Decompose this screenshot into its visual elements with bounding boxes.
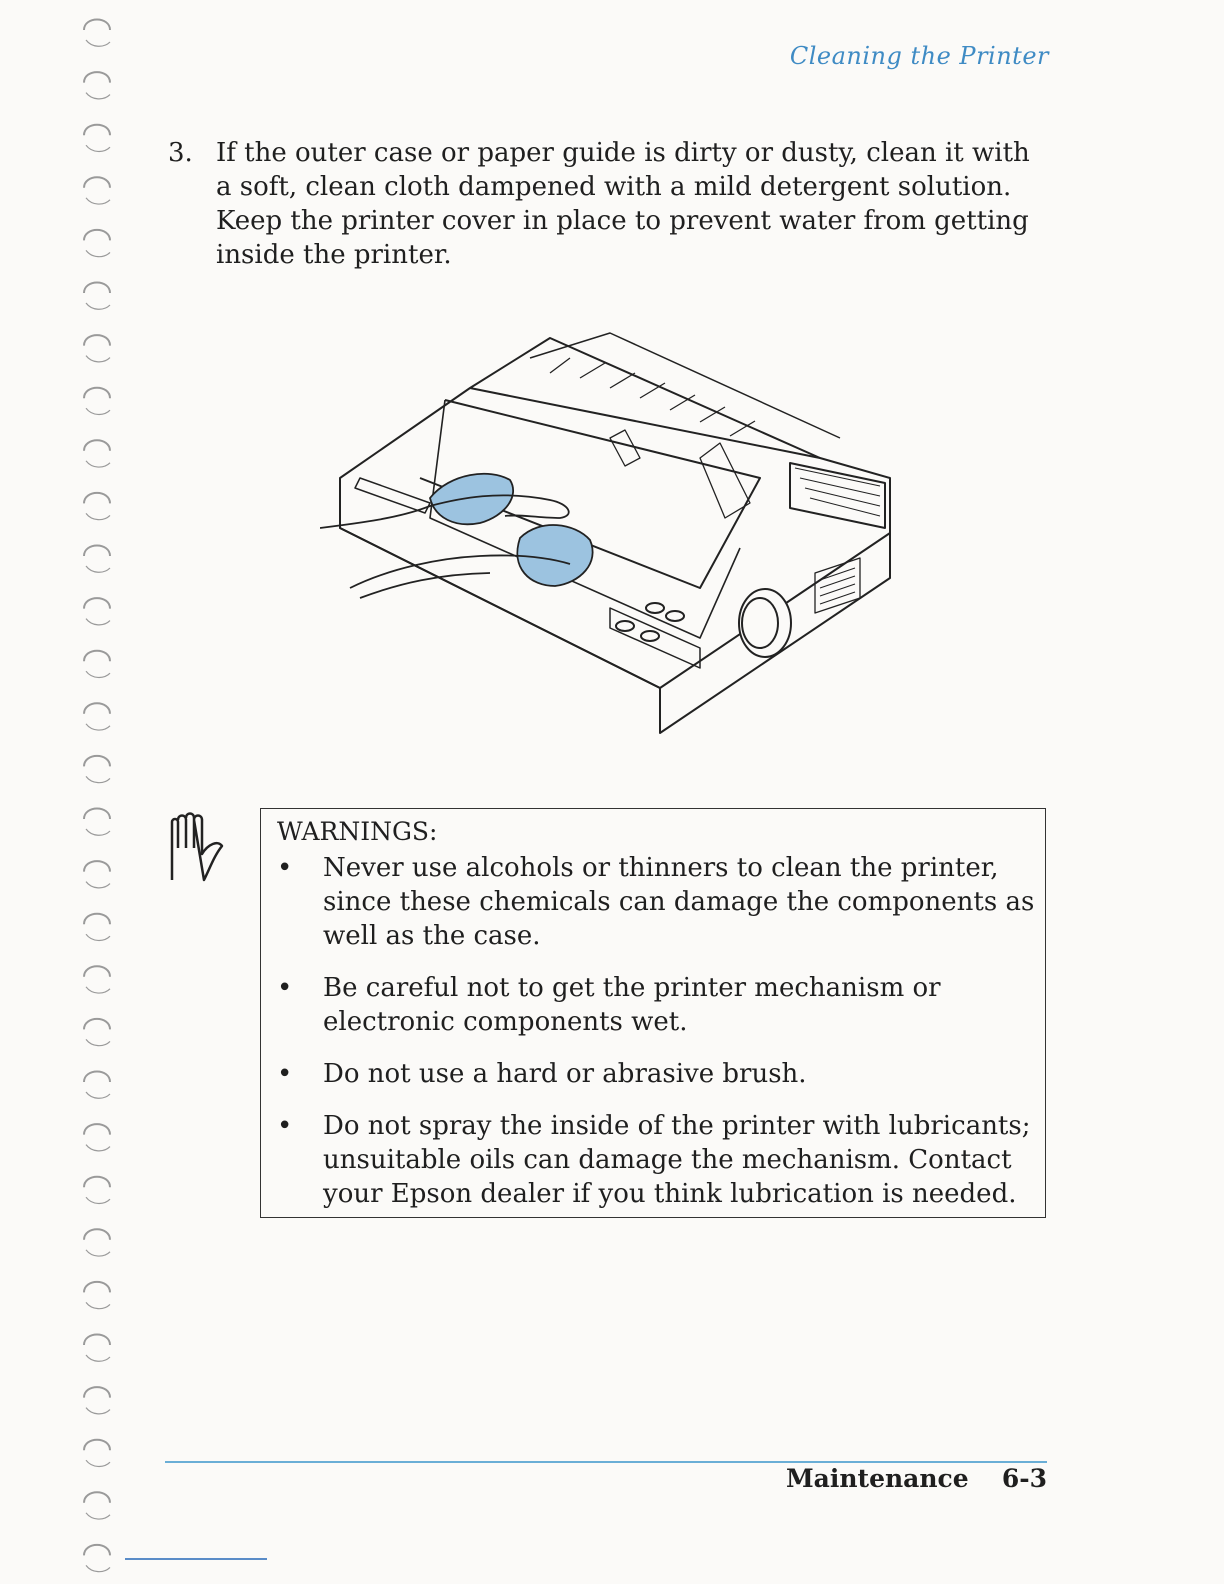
binding-ring — [86, 1092, 110, 1098]
binding-ring — [86, 619, 110, 625]
warning-line: electronic components wet. — [323, 1007, 688, 1037]
binding-ring — [84, 1440, 110, 1451]
binding-ring — [86, 1355, 110, 1361]
step-line: If the outer case or paper guide is dirty or dusty, clean it with — [216, 138, 1030, 168]
binding-ring — [86, 250, 110, 256]
warning-line: unsuitable oils can damage the mechanism. Contact — [323, 1145, 1012, 1175]
warning-line: Be careful not to get the printer mechanism or — [323, 973, 941, 1003]
spiral-binding-icon — [80, 0, 116, 1584]
printer-cleaning-illustration — [320, 318, 900, 738]
binding-ring — [84, 1335, 110, 1346]
binding-ring — [84, 1545, 110, 1556]
binding-ring — [84, 440, 110, 451]
page-header: Cleaning the Printer — [789, 42, 1049, 70]
binding-ring — [86, 1408, 110, 1414]
bullet: • — [277, 1059, 293, 1089]
warnings-box — [260, 808, 1046, 1218]
binding-ring — [86, 776, 110, 782]
binding-ring — [86, 1250, 110, 1256]
binding-ring — [84, 283, 110, 294]
binding-ring — [86, 934, 110, 940]
binding-ring — [84, 914, 110, 925]
binding-ring — [86, 1565, 110, 1571]
binding-ring — [86, 671, 110, 677]
step-line: a soft, clean cloth dampened with a mild detergent solution. — [216, 172, 1012, 202]
footer-section: Maintenance — [786, 1464, 969, 1493]
binding-ring — [84, 335, 110, 346]
binding-ring — [84, 1492, 110, 1503]
binding-ring — [86, 303, 110, 309]
bullet: • — [277, 973, 293, 1003]
binding-ring — [86, 513, 110, 519]
binding-ring — [86, 987, 110, 993]
bottom-rule — [125, 1558, 267, 1560]
binding-ring — [84, 651, 110, 662]
warning-line: your Epson dealer if you think lubrication is needed. — [323, 1179, 1017, 1209]
binding-ring — [86, 724, 110, 730]
binding-ring — [86, 145, 110, 151]
binding-ring — [84, 1177, 110, 1188]
binding-ring — [84, 1124, 110, 1135]
warning-line: Do not spray the inside of the printer with lubricants; — [323, 1111, 1031, 1141]
binding-ring — [86, 93, 110, 99]
binding-ring — [84, 1019, 110, 1030]
warnings-title: WARNINGS: — [277, 817, 438, 846]
binding-ring — [84, 493, 110, 504]
stop-hand-icon — [166, 810, 236, 886]
warning-line: well as the case. — [323, 921, 541, 951]
bullet: • — [277, 853, 293, 883]
binding-ring — [84, 177, 110, 188]
binding-ring — [86, 1039, 110, 1045]
binding-ring — [84, 1072, 110, 1083]
page-number: 6-3 — [1001, 1464, 1047, 1493]
footer-rule — [165, 1461, 1047, 1463]
binding-ring — [86, 40, 110, 46]
binding-ring — [86, 882, 110, 888]
step-line: Keep the printer cover in place to prevent water from getting — [216, 206, 1029, 236]
binding-ring — [86, 461, 110, 467]
binding-ring — [84, 1229, 110, 1240]
binding-ring — [84, 72, 110, 83]
binding-ring — [84, 230, 110, 241]
warning-line: since these chemicals can damage the components as — [323, 887, 1035, 917]
binding-ring — [84, 1282, 110, 1293]
binding-ring — [84, 20, 110, 31]
binding-ring — [84, 1387, 110, 1398]
warning-line: Never use alcohols or thinners to clean the printer, — [323, 853, 999, 883]
warning-line: Do not use a hard or abrasive brush. — [323, 1059, 807, 1089]
binding-ring — [86, 408, 110, 414]
binding-ring — [86, 1302, 110, 1308]
binding-ring — [86, 1460, 110, 1466]
binding-ring — [84, 598, 110, 609]
binding-ring — [84, 861, 110, 872]
binding-ring — [86, 1145, 110, 1151]
binding-ring — [84, 703, 110, 714]
step-line: inside the printer. — [216, 240, 452, 270]
binding-ring — [86, 1513, 110, 1519]
binding-ring — [86, 356, 110, 362]
binding-ring — [86, 1197, 110, 1203]
binding-ring — [86, 566, 110, 572]
binding-ring — [84, 966, 110, 977]
binding-ring — [84, 809, 110, 820]
binding-ring — [84, 388, 110, 399]
binding-ring — [86, 198, 110, 204]
binding-ring — [86, 829, 110, 835]
bullet: • — [277, 1111, 293, 1141]
binding-ring — [84, 546, 110, 557]
step-text — [216, 136, 1046, 272]
step-number: 3. — [168, 138, 193, 168]
binding-ring — [84, 125, 110, 136]
binding-ring — [84, 756, 110, 767]
